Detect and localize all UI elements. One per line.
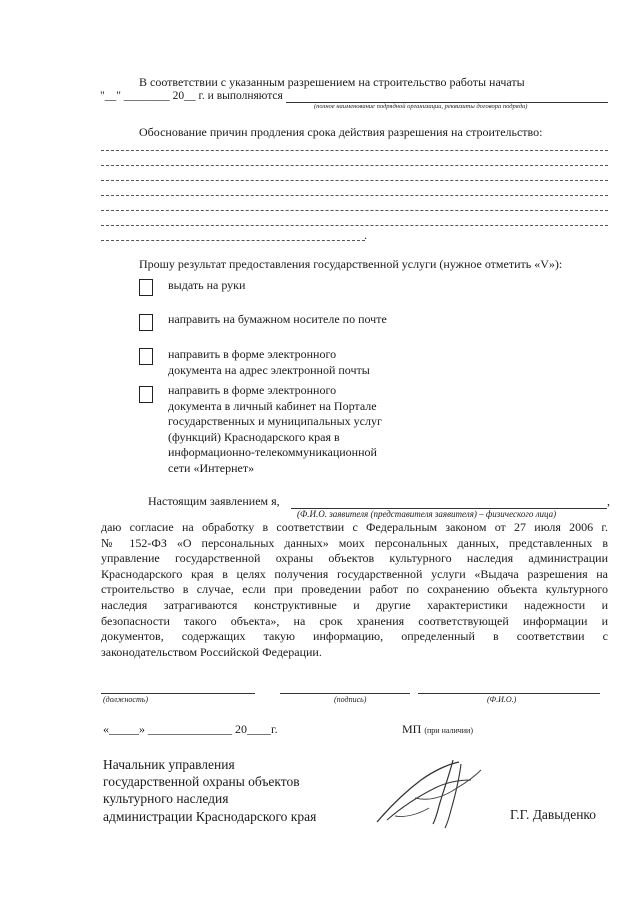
permit-date-line: "__" ________ 20__ г. и выполняются (100, 90, 283, 102)
justification-line-6[interactable] (101, 225, 608, 226)
consent-lead: Настоящим заявлением я, (148, 494, 280, 508)
date-field[interactable]: «_____» ______________ 20____г. (103, 722, 278, 736)
position-field[interactable] (101, 693, 255, 694)
option-label-email: направить в форме электронного документа на адрес электронной почты (168, 347, 370, 377)
consent-line-7: безопасности такого объекта», на срок хранения соответствующей информации и (101, 614, 608, 628)
signature-caption: (подпись) (334, 695, 367, 704)
consent-line-1: даю согласие на обработку в соответствии с Федеральным законом от 27 июля 2006 г. (101, 520, 608, 534)
justification-line-7[interactable] (101, 240, 365, 241)
stamp-mark: МП (402, 722, 422, 736)
option-checkbox-in-person[interactable] (139, 279, 153, 296)
justification-line-1[interactable] (101, 150, 608, 151)
justification-line-2[interactable] (101, 165, 608, 166)
handwritten-signature (375, 758, 485, 830)
justification-line-5[interactable] (101, 210, 608, 211)
consent-line-9: законодательством Российской Федерации. (101, 645, 322, 659)
official-title: Начальник управления государственной охраны объектов культурного наследия администрации Краснодарского края (103, 757, 317, 824)
result-request-label: Прошу результат предоставления государственной услуги (нужное отметить «V»): (139, 257, 563, 271)
permit-statement: В соответствии с указанным разрешением на строительство работы начаты (139, 75, 525, 89)
contractor-caption: (полное наименование подрядной организации, реквизиты договора подряда) (314, 103, 528, 110)
full-name-field[interactable] (418, 693, 600, 694)
justification-label: Обоснование причин продления срока действия разрешения на строительство: (139, 125, 543, 139)
consent-line-4: Краснодарского края в целях получения государственной услуги «Выдача разрешения на (101, 567, 608, 581)
applicant-name-caption: (Ф.И.О. заявителя (представителя заявителя) – физического лица) (297, 509, 557, 519)
signature-field[interactable] (280, 693, 410, 694)
option-checkbox-portal[interactable] (139, 386, 153, 403)
justification-line-4[interactable] (101, 195, 608, 196)
option-label-portal: направить в форме электронного документа в личный кабинет на Портале государственных и муниципальных услуг (функций) Краснодарского края в информационно-телекоммуникационной сети «Интернет» (168, 383, 382, 475)
full-name-caption: (Ф.И.О.) (487, 695, 517, 704)
consent-line-8: документов, содержащих такую информацию, определенный в соответствии с (101, 629, 608, 643)
consent-line-5: строительство в случае, если при проведении работ по сохранению объекта культурного (101, 582, 608, 596)
option-label-in-person: выдать на руки (168, 278, 246, 292)
option-checkbox-email[interactable] (139, 348, 153, 365)
consent-line-2: № 152-ФЗ «О персональных данных» моих персональных данных, представленных в (101, 536, 608, 550)
justification-end-mark: . (364, 228, 367, 242)
option-label-post: направить на бумажном носителе по почте (168, 312, 387, 326)
stamp-note: (при наличии) (424, 726, 473, 735)
position-caption: (должность) (103, 695, 149, 704)
consent-line-3: управление государственной охраны объектов культурного наследия администрации (101, 551, 608, 565)
consent-comma: , (607, 494, 610, 508)
consent-line-6: наследия затрагиваются конструктивные и другие характеристики надежности и (101, 598, 608, 612)
justification-line-3[interactable] (101, 180, 608, 181)
stamp-label (402, 722, 473, 737)
option-checkbox-post[interactable] (139, 314, 153, 331)
official-name: Г.Г. Давыденко (510, 807, 597, 822)
